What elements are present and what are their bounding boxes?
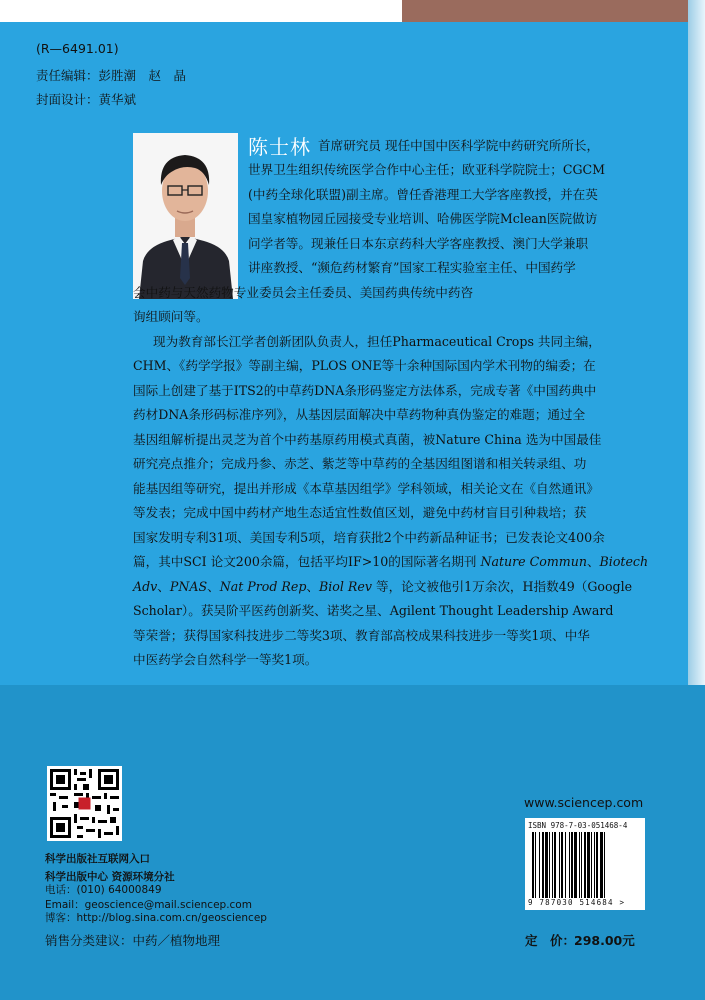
para2-line-9: 国家发明专利31项、美国专利5项，培育获批2个中药新品种证书；已发表论文400余 (133, 530, 605, 545)
journal-biol-rev: Biol Rev (319, 579, 372, 594)
bio-line-5: 问学者等。现兼任日本东京药科大学客座教授、澳门大学兼职 (248, 236, 589, 251)
para2-line-7: 能基因组等研究，提出并形成《本草基因组学》学科领域，相关论文在《自然通讯》 (133, 481, 599, 496)
barcode-bar (559, 832, 560, 898)
cover-designer-name: 黄华斌 (98, 92, 137, 107)
barcode-bar (532, 832, 534, 898)
barcode-bar (591, 832, 592, 898)
cover-designer-line (36, 90, 136, 108)
barcode-bars (531, 832, 639, 898)
sales-category: 销售分类建议：中药／植物地理 (45, 933, 221, 948)
publisher-email[interactable]: Email：geoscience@mail.sciencep.com (45, 899, 252, 911)
author-name: 陈士林 (248, 135, 311, 159)
barcode-bar (554, 832, 556, 898)
para2-line-1: 现为教育部长江学者创新团队负责人，担任Pharmaceutical Crops 共同主编， (153, 334, 601, 349)
bio-line-8: 询组顾问等。 (133, 309, 209, 324)
para2-line-11-text: 等，论文被他引1万余次，H指数49（Google (375, 579, 633, 594)
spine-edge (688, 0, 705, 685)
barcode-bar (569, 832, 570, 898)
author-portrait (133, 133, 238, 299)
journal-biotech: Biotech (599, 554, 649, 569)
barcode-bar (545, 832, 548, 898)
isbn-barcode (525, 818, 645, 910)
para2-line-11: Adv、PNAS、Nat Prod Rep、Biol Rev 等，论文被他引1万余次，H指数49（Google (133, 579, 633, 594)
para2-line-10-text: 篇，其中SCI 论文200余篇，包括平均IF>10的国际著名期刊 (133, 554, 481, 569)
cover-designer-label: 封面设计： (36, 92, 99, 107)
barcode-bar (587, 832, 590, 898)
barcode-bar (584, 832, 586, 898)
bio-line-4: 国皇家植物园丘园接受专业培训、哈佛医学院Mclean医院做访 (248, 211, 598, 226)
barcode-bar (539, 832, 540, 898)
barcode-bar (561, 832, 563, 898)
bio-line-7: 会中药与天然药物专业委员会主任委员、美国药典传统中药咨 (133, 285, 474, 300)
barcode-bar (579, 832, 580, 898)
para2-line-5: 基因组解析提出灵芝为首个中药基原药用模式真菌，被Nature China 选为中国最佳 (133, 432, 602, 447)
barcode-bar (594, 832, 595, 898)
journal-nat-prod-rep: Nat Prod Rep (219, 579, 307, 594)
publisher-portal: 科学出版社互联网入口 (45, 853, 150, 865)
barcode-bar (574, 832, 577, 898)
price-label: 定 价： (525, 933, 576, 948)
barcode-bar (552, 832, 553, 898)
para2-line-13: 等荣誉；获得国家科技进步二等奖3项、教育部高校成果科技进步一等奖1项、中华 (133, 628, 590, 643)
para2-line-10: 篇，其中SCI 论文200余篇，包括平均IF>10的国际著名期刊 Nature Commun、Biotech (133, 554, 649, 569)
para2-line-8: 等发表；完成中国中药材产地生态适宜性数值区划，避免中药材盲目引种栽培；获 (133, 505, 587, 520)
bio-line-3: (中药全球化联盟)副主席。曾任香港理工大学客座教授，并在英 (248, 187, 598, 202)
barcode-digits: 9 787030 514684 > (528, 898, 626, 907)
barcode-bar (549, 832, 550, 898)
para2-line-4: 药材DNA条形码标准序列》，从基因层面解决中草药物种真伪鉴定的难题；通过全 (133, 407, 586, 422)
barcode-bar (581, 832, 582, 898)
para2-line-12: Scholar）。获吴阶平医药创新奖、诺奖之星、Agilent Thought Leadership Award (133, 603, 614, 618)
isbn-number: ISBN 978-7-03-051468-4 (528, 821, 628, 830)
journal-pnas: PNAS (169, 579, 208, 594)
price-value: 298.00元 (574, 933, 635, 948)
publisher-website[interactable]: www.sciencep.com (524, 795, 644, 810)
bio-line-6: 讲座教授、“濒危药材繁育”国家工程实验室主任、中国药学 (248, 260, 576, 275)
editors-label: 责任编辑： (36, 68, 99, 83)
book-code: (R—6491.01) (36, 41, 119, 56)
brown-tab (402, 0, 705, 22)
barcode-bar (535, 832, 536, 898)
publisher-center: 科学出版中心 资源环境分社 (45, 871, 175, 883)
para2-line-3: 国际上创建了基于ITS2的中草药DNA条形码鉴定方法体系，完成专著《中国药典中 (133, 383, 597, 398)
para2-line-14: 中医药学会自然科学一等奖1项。 (133, 652, 318, 667)
journal-adv: Adv (133, 579, 158, 594)
bio-line-2: 世界卫生组织传统医学合作中心主任；欧亚科学院院士；CGCM (248, 162, 606, 177)
barcode-bar (565, 832, 566, 898)
para2-line-2: CHM、《药学学报》等副主编，PLOS ONE等十余种国际国内学术刊物的编委；在 (133, 358, 596, 373)
journal-nature-commun: Nature Commun (480, 554, 587, 569)
barcode-bar (596, 832, 598, 898)
qr-code[interactable] (47, 766, 122, 841)
para2-line-6: 研究亮点推介；完成丹参、赤芝、紫芝等中草药的全基因组图谱和相关转录组、功 (133, 456, 587, 471)
editors-names: 彭胜潮 赵 晶 (98, 68, 187, 83)
barcode-bar (600, 832, 603, 898)
bio-line-1: 首席研究员 现任中国中医科学院中药研究所所长， (318, 138, 600, 153)
barcode-bar (604, 832, 605, 898)
publisher-blog[interactable]: 博客：http://blog.sina.com.cn/geosciencep (45, 912, 267, 924)
editors-line (36, 66, 186, 84)
barcode-bar (542, 832, 544, 898)
barcode-bar (571, 832, 573, 898)
publisher-phone: 电话：(010) 64000849 (45, 884, 162, 896)
